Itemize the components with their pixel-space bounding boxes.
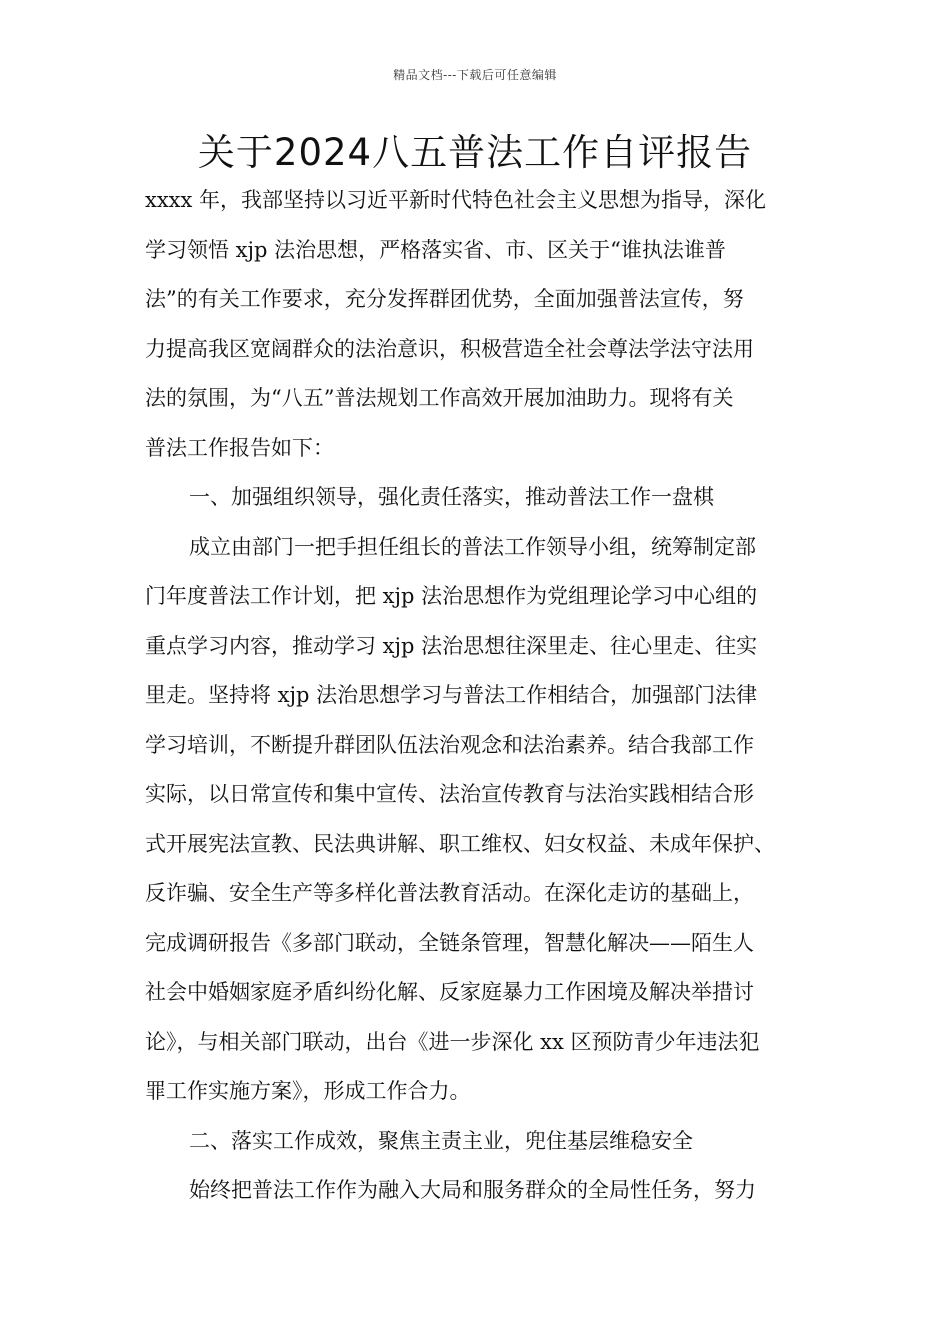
text-line: 学习培训，不断提升群团队伍法治观念和法治素养。结合我部工作	[145, 732, 754, 757]
document-body	[145, 176, 815, 1216]
text-line: 里走。坚持将 xjp 法治思想学习与普法工作相结合，加强部门法律	[145, 683, 758, 707]
text-line: 学习领悟 xjp 法治思想，严格落实省、市、区关于“谁执法谁普	[145, 237, 726, 262]
text-line: 门年度普法工作计划，把 xjp 法治思想作为党组理论学习中心组的	[145, 584, 758, 608]
text-line: 社会中婚姻家庭矛盾纠纷化解、反家庭暴力工作困境及解决举措讨	[145, 980, 754, 1004]
text-line: 式开展宪法宣教、民法典讲解、职工维权、妇女权益、未成年保护、	[145, 831, 775, 856]
document-title: 关于2024八五普法工作自评报告	[197, 131, 753, 174]
text-line: 法”的有关工作要求，充分发挥群团优势，全面加强普法宣传，努	[145, 287, 744, 311]
text-line: 二、落实工作成效，聚焦主责主业，兜住基层维稳安全	[189, 1128, 693, 1153]
text-line: 一、加强组织领导，强化责任落实，推动普法工作一盘棋	[189, 485, 714, 509]
text-line: 法的氛围，为“八五”普法规划工作高效开展加油助力。现将有关	[145, 386, 734, 410]
header-note: 精品文档---下载后可任意编辑	[393, 68, 557, 82]
text-line: 普法工作报告如下：	[145, 435, 334, 460]
text-line: xxxx 年，我部坚持以习近平新时代特色社会主义思想为指导，深化	[145, 188, 767, 212]
text-line: 完成调研报告《多部门联动，全链条管理，智慧化解决——陌生人	[145, 930, 754, 955]
text-line: 罪工作实施方案》，形成工作合力。	[145, 1079, 471, 1103]
text-line: 始终把普法工作作为融入大局和服务群众的全局性任务，努力	[189, 1178, 756, 1202]
text-line: 实际，以日常宣传和集中宣传、法治宣传教育与法治实践相结合形	[145, 782, 754, 806]
text-line: 成立由部门一把手担任组长的普法工作领导小组，统筹制定部	[189, 534, 756, 559]
text-line: 论》，与相关部门联动，出台《进一步深化 xx 区预防青少年违法犯	[145, 1029, 760, 1054]
text-line: 力提高我区宽阔群众的法治意识，积极营造全社会尊法学法守法用	[145, 336, 754, 361]
text-line: 重点学习内容，推动学习 xjp 法治思想往深里走、往心里走、往实	[145, 633, 758, 658]
text-line: 反诈骗、安全生产等多样化普法教育活动。在深化走访的基础上，	[145, 881, 754, 905]
